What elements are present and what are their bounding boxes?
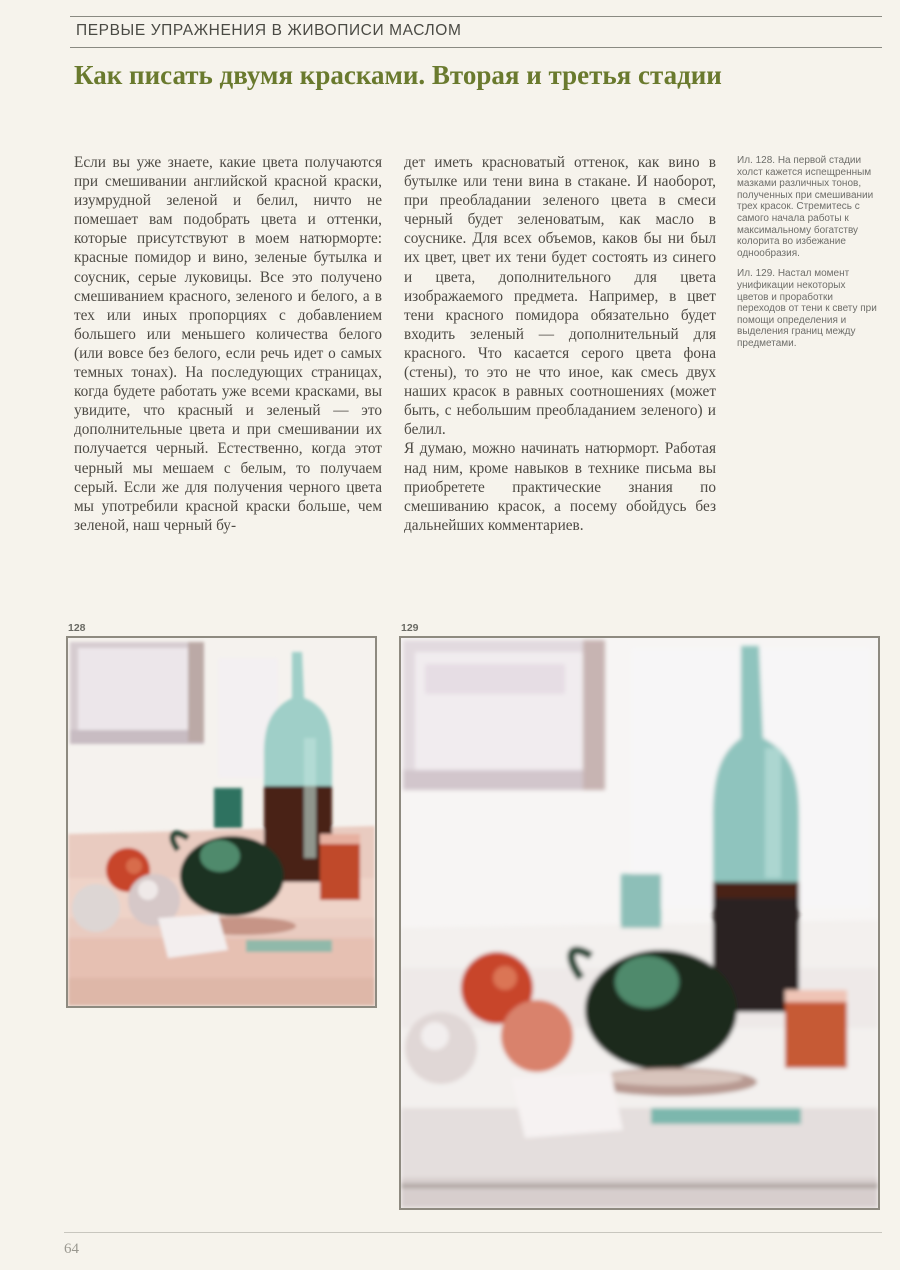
figure-number-128: 128 — [68, 622, 86, 634]
painting-129-still-life — [399, 636, 880, 1210]
header-rule-top — [70, 16, 882, 17]
caption-129: Ил. 129. Настал момент унификации некоторых цветов и проработки переходов от тени к свету при помощи определения и выделения границ между предметами. — [737, 268, 877, 349]
body-paragraph: дет иметь красноватый оттенок, как вино в бутылке или тени вина в стакане. И наоборот, при преобладании зеленого цвета в смеси черный будет зеленоватым, как масло в соуснике. Для всех объемов, каков бы ни был их цвет, цвет их тени будет состоять из синего и цвета, дополнительного для цвета изображаемого предмета. Например, в цвет тени красного помидора обязательно будет входить зеленый — дополнительный для красного. Что касается серого цвета фона (стены), то это не что иное, как смесь двух наших красок в равных соотношениях (может быть, с небольшим преобладанием зеленого) и белил. — [404, 154, 716, 439]
still-life-image-128 — [68, 638, 375, 1006]
body-column-1 — [74, 153, 382, 535]
figure-number-129: 129 — [401, 622, 419, 634]
body-paragraph: Если вы уже знаете, какие цвета получаются при смешивании английской красной краски, изумрудной зеленой и белил, ничто не помешает вам подобрать цвета и оттенки, которые присутствуют в моем натюрморте: красные помидор и вино, зеленые бутылка и соусник, серые луковицы. Все это получено смешиванием красного, зеленого и белого, а в тех или иных пропорциях с добавлением большего или меньшего количества белого (или вовсе без белого, если речь идет о самых темных тонах). На последующих страницах, когда будете работать уже всеми красками, вы увидите, что красный и зеленый — это дополнительные цвета и при смешивании их получается черный. Естественно, когда этот черный мы мешаем с белым, то получаем серый. Если же для получения черного цвета мы употребили красной краски больше, чем зеленой, наш черный бу- — [74, 154, 382, 534]
body-column-2 — [404, 153, 716, 535]
page-title: Как писать двумя красками. Вторая и третья стадии — [74, 60, 722, 90]
header-rule-bottom — [70, 47, 882, 48]
running-header: ПЕРВЫЕ УПРАЖНЕНИЯ В ЖИВОПИСИ МАСЛОМ — [76, 22, 462, 39]
figure-captions — [737, 155, 879, 359]
body-paragraph: Я думаю, можно начинать натюрморт. Работая над ним, кроме навыков в технике письма вы приобретете практические знания по смешиванию красок, а посему обойдусь без дальнейших комментариев. — [404, 440, 716, 534]
footer-rule — [64, 1232, 882, 1233]
painting-128-still-life — [66, 636, 377, 1008]
still-life-image-129 — [401, 638, 878, 1208]
page-number: 64 — [64, 1241, 79, 1257]
caption-128: Ил. 128. На первой стадии холст кажется испещренным мазками различных тонов, полученных при смешивании трех красок. Стремитесь с самого начала работы к максимальному богатству колорита во избежание однообразия. — [737, 155, 874, 259]
